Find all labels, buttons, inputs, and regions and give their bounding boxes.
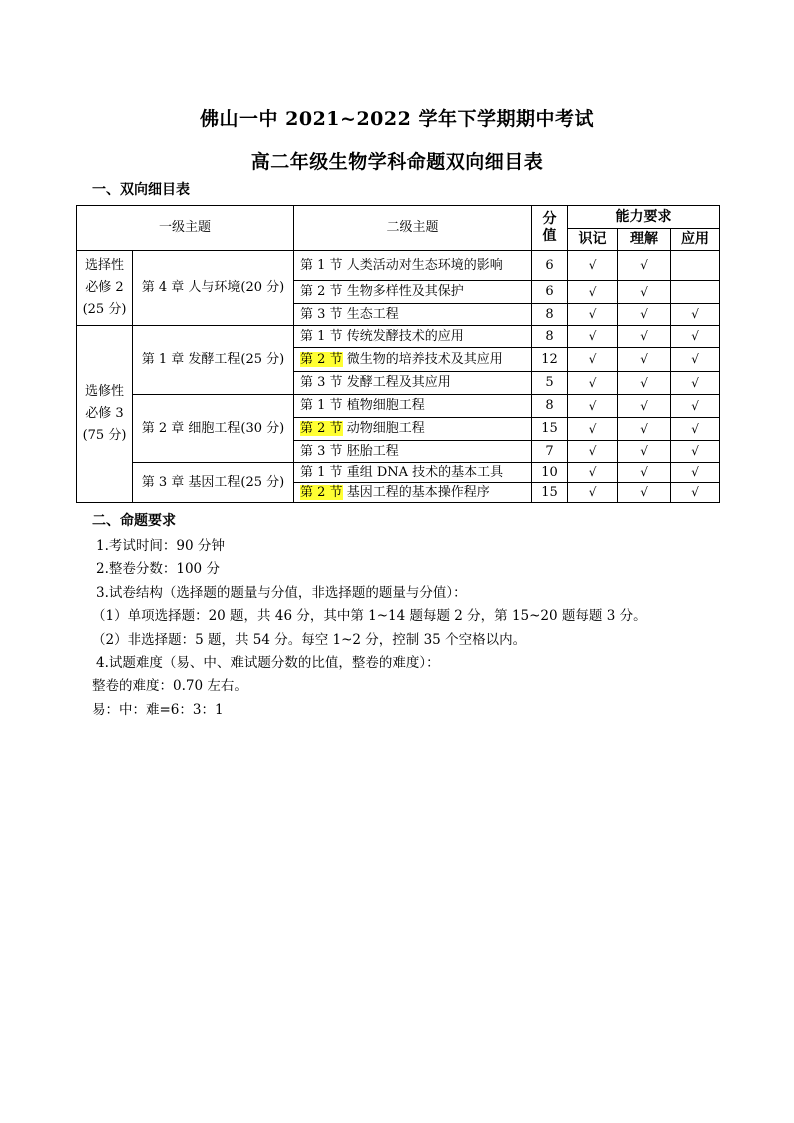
check-mark: √ bbox=[588, 307, 597, 322]
requirement-line: （1）单项选择题：20 题，共 46 分，其中第 1~14 题每题 2 分，第 15~20 题每题 3 分。 bbox=[92, 608, 647, 625]
recall-cell bbox=[568, 463, 618, 483]
module-line: (75 分) bbox=[82, 428, 127, 443]
check-mark: √ bbox=[588, 375, 597, 390]
check-mark: √ bbox=[640, 258, 648, 273]
section-cell bbox=[294, 372, 532, 395]
section-cell bbox=[294, 348, 532, 372]
check-mark: √ bbox=[588, 485, 597, 500]
check-mark: √ bbox=[588, 465, 597, 480]
check-mark: √ bbox=[691, 398, 699, 413]
section-title: 生物多样性及其保护 bbox=[346, 284, 464, 300]
understand-cell bbox=[618, 483, 671, 503]
requirement-line: 1.考试时间：90 分钟 bbox=[96, 538, 225, 554]
apply-cell bbox=[671, 304, 720, 326]
score-cell: 15 bbox=[532, 418, 568, 441]
header-score bbox=[532, 206, 568, 251]
section-title: 生态工程 bbox=[346, 306, 399, 322]
module-line: 必修 2 bbox=[85, 280, 124, 295]
recall-cell bbox=[568, 304, 618, 326]
recall-cell bbox=[568, 372, 618, 395]
understand-cell bbox=[618, 395, 671, 418]
chapter-cell: 第 4 章 人与环境(20 分) bbox=[133, 251, 294, 326]
check-mark: √ bbox=[691, 329, 699, 344]
table-header-row-1 bbox=[77, 206, 720, 229]
apply-cell bbox=[671, 395, 720, 418]
page-subtitle: 高二年级生物学科命题双向细目表 bbox=[250, 151, 544, 173]
apply-cell bbox=[671, 281, 720, 304]
check-mark: √ bbox=[640, 329, 648, 344]
section-cell bbox=[294, 281, 532, 304]
score-cell: 5 bbox=[532, 372, 568, 395]
recall-cell bbox=[568, 441, 618, 463]
section-number: 第 1 节 bbox=[300, 464, 343, 480]
score-cell: 8 bbox=[532, 304, 568, 326]
check-mark: √ bbox=[640, 398, 648, 413]
apply-cell bbox=[671, 483, 720, 503]
apply-cell bbox=[671, 326, 720, 348]
requirement-line: （2）非选择题：5 题，共 54 分。每空 1~2 分，控制 35 个空格以内。 bbox=[92, 631, 527, 648]
score-cell: 12 bbox=[532, 348, 568, 372]
table-row bbox=[77, 326, 720, 348]
module-line: 必修 3 bbox=[85, 406, 124, 421]
table-row bbox=[77, 251, 720, 281]
section-cell bbox=[294, 418, 532, 441]
section-title: 重组 DNA 技术的基本工具 bbox=[346, 464, 504, 480]
understand-cell bbox=[618, 281, 671, 304]
check-mark: √ bbox=[588, 284, 597, 299]
check-mark: √ bbox=[640, 307, 648, 322]
section-cell bbox=[294, 483, 532, 503]
header-score-top: 分 bbox=[542, 211, 557, 228]
section-number: 第 2 节 bbox=[300, 351, 343, 367]
check-mark: √ bbox=[588, 329, 597, 344]
requirement-line: 2.整卷分数：100 分 bbox=[96, 561, 220, 578]
header-score-bottom: 值 bbox=[542, 228, 557, 244]
requirement-line: 整卷的难度：0.70 左右。 bbox=[92, 678, 248, 695]
apply-cell bbox=[671, 463, 720, 483]
recall-cell bbox=[568, 281, 618, 304]
section-cell bbox=[294, 395, 532, 418]
header-recall: 识记 bbox=[568, 229, 618, 251]
check-mark: √ bbox=[640, 421, 648, 436]
understand-cell bbox=[618, 304, 671, 326]
check-mark: √ bbox=[640, 284, 648, 299]
recall-cell bbox=[568, 348, 618, 372]
check-mark: √ bbox=[691, 444, 699, 459]
apply-cell bbox=[671, 251, 720, 281]
check-mark: √ bbox=[588, 398, 597, 413]
section-number: 第 1 节 bbox=[300, 398, 343, 414]
check-mark: √ bbox=[588, 421, 597, 436]
table-row bbox=[77, 395, 720, 418]
table-body bbox=[77, 206, 720, 503]
understand-cell bbox=[618, 326, 671, 348]
section-title: 发酵工程及其应用 bbox=[346, 375, 451, 391]
recall-cell bbox=[568, 418, 618, 441]
chapter-cell: 第 1 章 发酵工程(25 分) bbox=[133, 326, 294, 395]
apply-cell bbox=[671, 372, 720, 395]
section-cell bbox=[294, 463, 532, 483]
check-mark: √ bbox=[588, 258, 597, 273]
section-cell bbox=[294, 251, 532, 281]
page-title: 佛山一中 2021~2022 学年下学期期中考试 bbox=[200, 108, 594, 130]
apply-cell bbox=[671, 418, 720, 441]
header-secondary-topic: 二级主题 bbox=[294, 206, 532, 251]
score-cell: 10 bbox=[532, 463, 568, 483]
section-title: 传统发酵技术的应用 bbox=[346, 328, 464, 344]
section-title: 动物细胞工程 bbox=[346, 421, 425, 437]
section-number: 第 2 节 bbox=[300, 421, 343, 437]
check-mark: √ bbox=[640, 465, 648, 480]
check-mark: √ bbox=[691, 465, 699, 480]
section-cell bbox=[294, 441, 532, 463]
module-line: (25 分) bbox=[82, 302, 127, 317]
check-mark: √ bbox=[588, 352, 597, 367]
section-heading-table: 一、双向细目表 bbox=[92, 182, 190, 198]
table-row bbox=[77, 463, 720, 483]
header-ability: 能力要求 bbox=[568, 206, 720, 229]
understand-cell bbox=[618, 463, 671, 483]
understand-cell bbox=[618, 418, 671, 441]
check-mark: √ bbox=[640, 485, 648, 500]
check-mark: √ bbox=[588, 444, 597, 459]
header-understand: 理解 bbox=[618, 229, 671, 251]
understand-cell bbox=[618, 441, 671, 463]
module-cell bbox=[77, 251, 133, 326]
recall-cell bbox=[568, 483, 618, 503]
score-cell: 8 bbox=[532, 395, 568, 418]
check-mark: √ bbox=[691, 307, 699, 322]
section-cell bbox=[294, 304, 532, 326]
recall-cell bbox=[568, 326, 618, 348]
section-title: 微生物的培养技术及其应用 bbox=[346, 351, 503, 367]
check-mark: √ bbox=[691, 485, 699, 500]
section-heading-requirements: 二、命题要求 bbox=[92, 513, 176, 529]
section-title: 基因工程的基本操作程序 bbox=[346, 484, 490, 500]
section-cell bbox=[294, 326, 532, 348]
section-title: 胚胎工程 bbox=[346, 443, 399, 459]
requirement-line: 易：中：难=6：3：1 bbox=[92, 701, 224, 718]
recall-cell bbox=[568, 251, 618, 281]
check-mark: √ bbox=[691, 375, 699, 390]
score-cell: 7 bbox=[532, 441, 568, 463]
section-title: 人类活动对生态环境的影响 bbox=[346, 257, 503, 273]
section-number: 第 2 节 bbox=[300, 484, 343, 500]
score-cell: 6 bbox=[532, 251, 568, 281]
chapter-cell: 第 3 章 基因工程(25 分) bbox=[133, 463, 294, 503]
score-cell: 6 bbox=[532, 281, 568, 304]
module-cell bbox=[77, 326, 133, 503]
section-number: 第 3 节 bbox=[300, 375, 343, 391]
chapter-cell: 第 2 章 细胞工程(30 分) bbox=[133, 395, 294, 463]
module-line: 选修性 bbox=[84, 384, 124, 399]
score-cell: 8 bbox=[532, 326, 568, 348]
check-mark: √ bbox=[640, 375, 648, 390]
apply-cell bbox=[671, 441, 720, 463]
specification-table bbox=[76, 205, 720, 503]
score-cell: 15 bbox=[532, 483, 568, 503]
understand-cell bbox=[618, 348, 671, 372]
check-mark: √ bbox=[691, 352, 699, 367]
module-line: 选择性 bbox=[84, 258, 124, 273]
apply-cell bbox=[671, 348, 720, 372]
requirements-list bbox=[92, 535, 647, 722]
understand-cell bbox=[618, 251, 671, 281]
check-mark: √ bbox=[640, 444, 648, 459]
understand-cell bbox=[618, 372, 671, 395]
check-mark: √ bbox=[691, 421, 699, 436]
section-title: 植物细胞工程 bbox=[346, 398, 425, 414]
requirement-line: 3.试卷结构（选择题的题量与分值，非选择题的题量与分值）： bbox=[96, 584, 467, 601]
recall-cell bbox=[568, 395, 618, 418]
section-number: 第 1 节 bbox=[300, 328, 343, 344]
check-mark: √ bbox=[640, 352, 648, 367]
section-number: 第 2 节 bbox=[300, 284, 343, 300]
section-number: 第 1 节 bbox=[300, 257, 343, 273]
requirement-line: 4.试题难度（易、中、难试题分数的比值，整卷的难度）： bbox=[96, 655, 440, 672]
section-number: 第 3 节 bbox=[300, 443, 343, 459]
section-number: 第 3 节 bbox=[300, 306, 343, 322]
header-primary-topic: 一级主题 bbox=[77, 206, 294, 251]
header-apply: 应用 bbox=[671, 229, 720, 251]
